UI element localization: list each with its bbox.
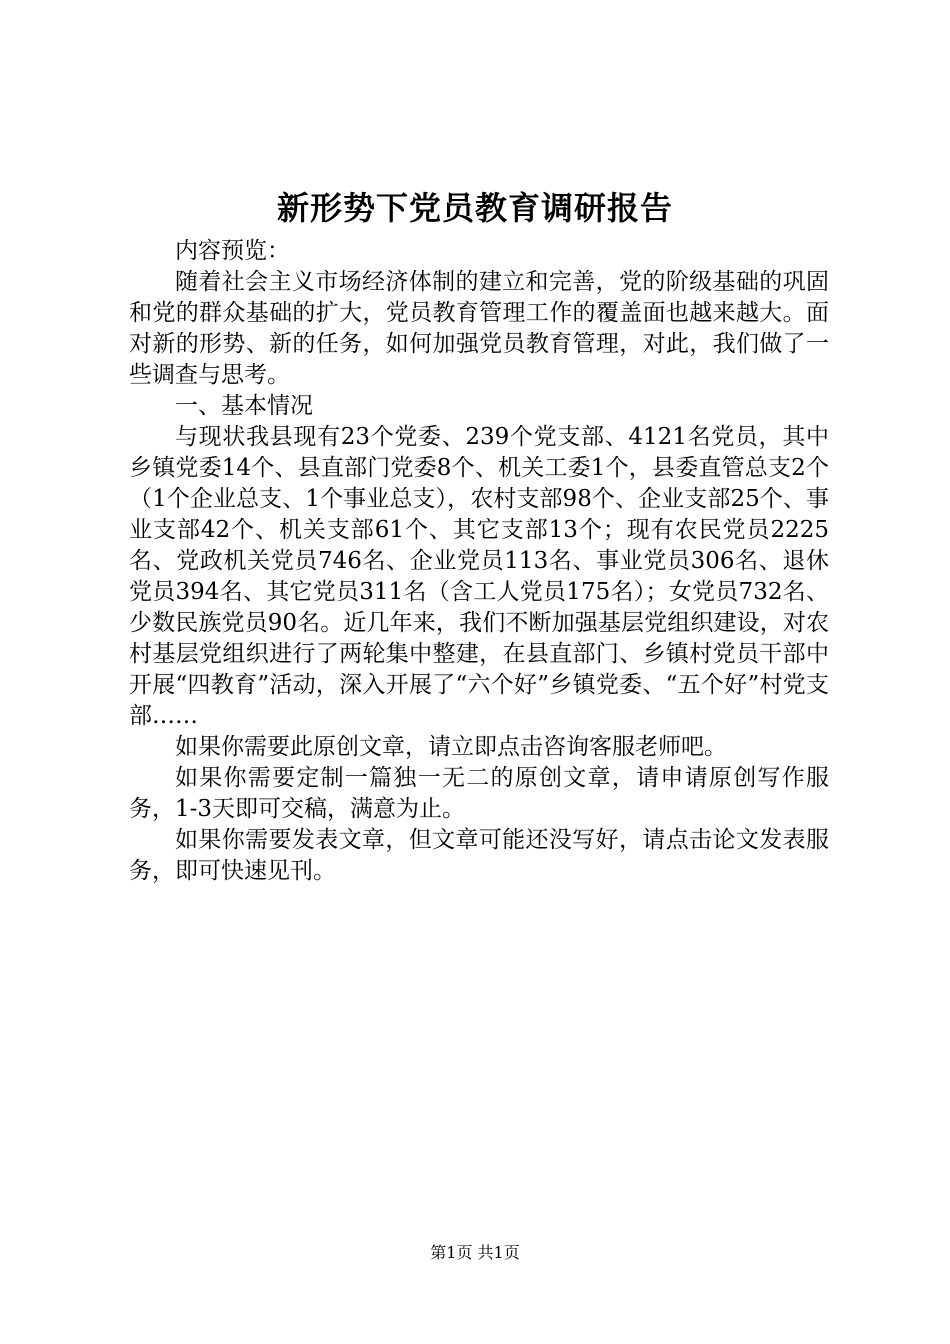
paragraph-intro: 随着社会主义市场经济体制的建立和完善，党的阶级基础的巩固和党的群众基础的扩大，党员教育管理工作的覆盖面也越来越大。面对新的形势、新的任务，如何加强党员教育管理，对此，我们做了一些调查与思考。 [129,269,829,388]
document-body [129,236,829,887]
paragraph-basic-situation: 与现状我县现有23个党委、239个党支部、4121名党员，其中乡镇党委14个、县直部门党委8个、机关工委1个，县委直管总支2个（1个企业总支、1个事业总支），农村支部98个、企业支部25个、事业支部42个、机关支部61个、其它支部13个；现有农民党员2225名、党政机关党员746名、企业党员113名、事业党员306名、退休党员394名、其它党员311名（含工人党员175名）；女党员732名、少数民族党员90名。近几年来，我们不断加强基层党组织建设，对农村基层党组织进行了两轮集中整建，在县直部门、乡镇村党员干部中开展“四教育”活动，深入开展了“六个好”乡镇党委、“五个好”村党支部…… [129,424,829,729]
paragraph-publishing-service[interactable]: 如果你需要发表文章，但文章可能还没写好，请点击论文发表服务，即可快速见刊。 [129,827,829,884]
section-heading-basic-situation: 一、基本情况 [175,393,313,419]
paragraph-consult-service[interactable]: 如果你需要此原创文章，请立即点击咨询客服老师吧。 [175,734,727,760]
paragraph-preview-label: 内容预览： [175,238,290,264]
paragraph-custom-writing[interactable]: 如果你需要定制一篇独一无二的原创文章，请申请原创写作服务，1-3天即可交稿，满意为止。 [129,765,829,822]
document-title: 新形势下党员教育调研报告 [276,189,673,227]
page-number-footer: 第1页 共1页 [430,1243,520,1262]
